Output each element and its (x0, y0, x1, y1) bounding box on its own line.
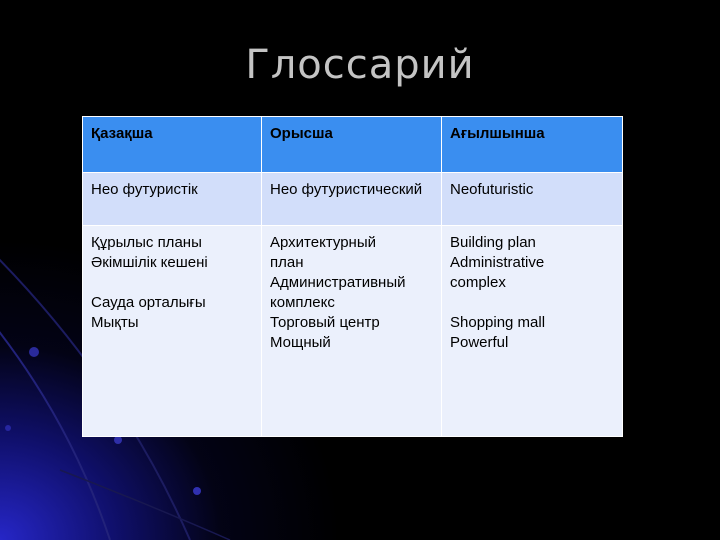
cell-russian: Нео футуристический (262, 173, 442, 226)
term-line: Әкімшілік кешені (91, 254, 208, 271)
slide-title: Глоссарий (245, 42, 475, 88)
header-english: Ағылшынша (442, 117, 623, 173)
table-header-row (83, 117, 623, 173)
term-line: Архитектурный (270, 234, 376, 251)
term-line: Сауда орталығы (91, 294, 206, 311)
blank-line (91, 273, 253, 293)
cell-english (442, 226, 623, 437)
term-line: Мықты (91, 314, 139, 331)
term-line: Құрылыс планы (91, 234, 202, 251)
header-russian: Орысша (262, 117, 442, 173)
term-line: план (270, 254, 304, 271)
decorative-dot (29, 347, 39, 357)
term-line: Административный (270, 274, 406, 291)
decorative-arc-faint (60, 470, 230, 540)
term-line: Мощный (270, 334, 331, 351)
term-line: Administrative (450, 254, 545, 271)
cell-russian (262, 226, 442, 437)
table-row (83, 226, 623, 437)
cell-english: Neofuturistic (442, 173, 623, 226)
header-kazakh: Қазақша (83, 117, 262, 173)
table-row (83, 173, 623, 226)
term-line: Торговый центр (270, 314, 380, 331)
glossary-table (82, 116, 623, 437)
term-line: Building plan (450, 234, 536, 251)
cell-kazakh: Нео футуристік (83, 173, 262, 226)
decorative-dot (114, 436, 122, 444)
term-line: complex (450, 274, 506, 291)
term-line: Powerful (450, 334, 509, 351)
decorative-dot (5, 425, 11, 431)
term-line: Shopping mall (450, 314, 546, 331)
decorative-dot (193, 487, 201, 495)
term-line: комплекс (270, 294, 335, 311)
cell-kazakh (83, 226, 262, 437)
blank-line (450, 293, 614, 313)
